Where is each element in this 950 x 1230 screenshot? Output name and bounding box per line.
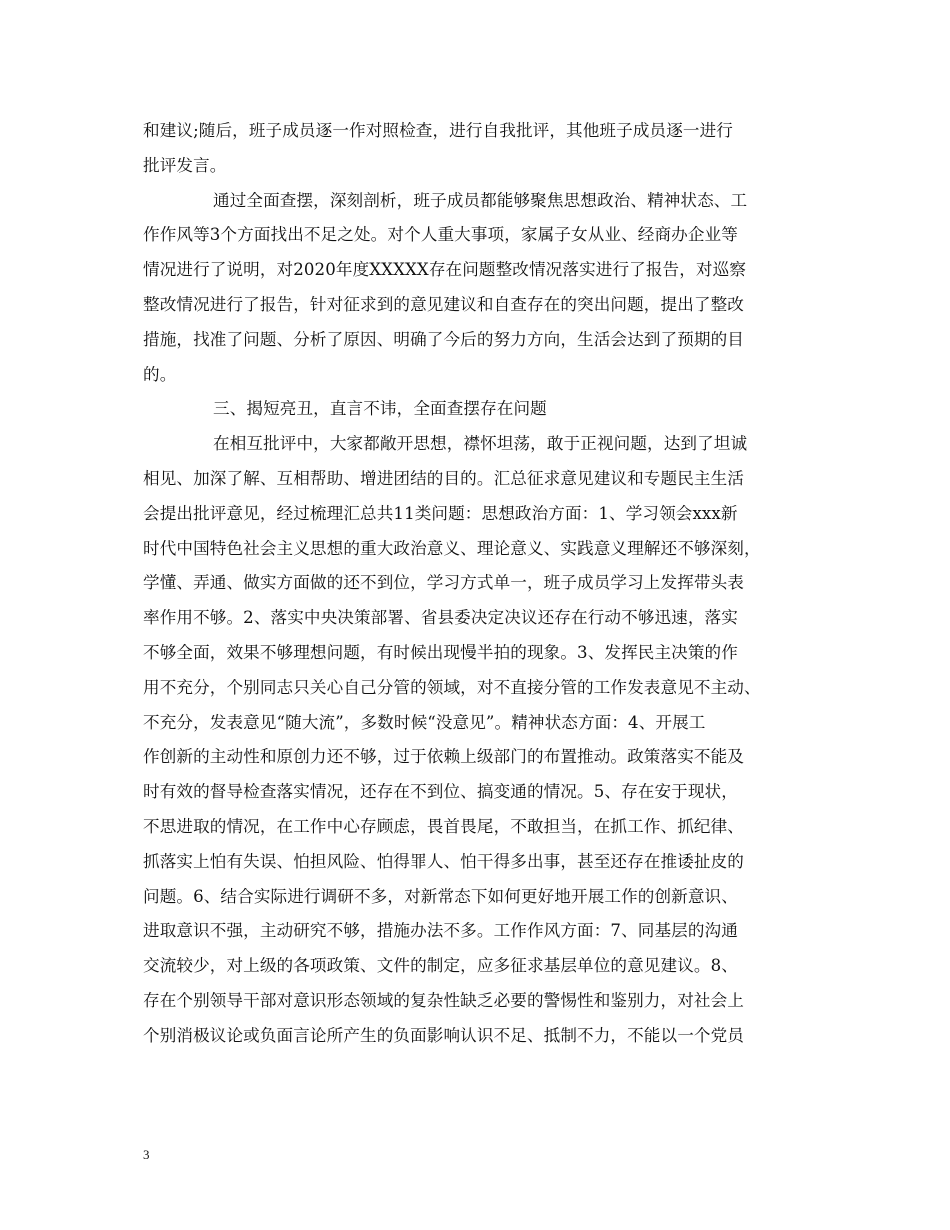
- text-line: 不充分，发表意见“随大流”，多数时候“没意见”。精神状态方面：4、开展工: [143, 712, 706, 732]
- text-line: 交流较少，对上级的各项政策、文件的制定，应多征求基层单位的意见建议。8、: [143, 956, 738, 976]
- text-line: 学懂、弄通、做实方面做的还不到位，学习方式单一，班子成员学习上发挥带头表: [143, 573, 744, 593]
- text-line: 三、揭短亮丑，直言不讳，全面查摆存在问题: [213, 399, 547, 419]
- text-line: 不思进取的情况，在工作中心存顾虑，畏首畏尾，不敢担当，在抓工作、抓纪律、: [143, 816, 744, 836]
- text-line: 时代中国特色社会主义思想的重大政治意义、理论意义、实践意义理解还不够深刻，: [143, 538, 761, 558]
- text-line: 措施，找准了问题、分析了原因、明确了今后的努力方向，生活会达到了预期的目: [143, 329, 744, 349]
- text-line: 情况进行了说明，对2020年度XXXXX存在问题整改情况落实进行了报告，对巡察: [143, 260, 747, 280]
- text-line: 不够全面，效果不够理想问题，有时候出现慢半拍的现象。3、发挥民主决策的作: [143, 642, 738, 662]
- text-line: 个别消极议论或负面言论所产生的负面影响认识不足、抵制不力，不能以一个党员: [143, 1025, 744, 1045]
- text-line: 作创新的主动性和原创力还不够，过于依赖上级部门的布置推动。政策落实不能及: [143, 747, 744, 767]
- text-line: 相见、加深了解、互相帮助、增进团结的目的。汇总征求意见建议和专题民主生活: [143, 468, 744, 488]
- text-line: 问题。6、结合实际进行调研不多，对新常态下如何更好地开展工作的创新意识、: [143, 886, 738, 906]
- text-line: 批评发言。: [143, 155, 227, 175]
- page-number: 3: [143, 1147, 150, 1162]
- text-line: 时有效的督导检查落实情况，还存在不到位、搞变通的情况。5、存在安于现状，: [143, 782, 738, 802]
- text-line: 进取意识不强，主动研究不够，措施办法不多。工作作风方面：7、同基层的沟通: [143, 921, 738, 941]
- text-line: 作作风等3个方面找出不足之处。对个人重大事项，家属子女从业、经商办企业等: [143, 225, 738, 245]
- text-line: 用不充分，个别同志只关心自己分管的领域，对不直接分管的工作发表意见不主动、: [143, 677, 761, 697]
- text-line: 整改情况进行了报告，针对征求到的意见建议和自查存在的突出问题，提出了整改: [143, 294, 744, 314]
- text-line: 存在个别领导干部对意识形态领域的复杂性缺乏必要的警惕性和鉴别力，对社会上: [143, 990, 744, 1010]
- text-line: 的。: [143, 364, 177, 384]
- text-line: 在相互批评中，大家都敞开思想，襟怀坦荡，敢于正视问题，达到了坦诚: [213, 434, 748, 454]
- text-line: 抓落实上怕有失误、怕担风险、怕得罪人、怕干得多出事，甚至还存在推诿扯皮的: [143, 851, 744, 871]
- text-line: 会提出批评意见，经过梳理汇总共11类问题：思想政治方面：1、学习领会xxx新: [143, 503, 738, 523]
- text-line: 通过全面查摆，深刻剖析，班子成员都能够聚焦思想政治、精神状态、工: [213, 190, 748, 210]
- text-line: 和建议;随后，班子成员逐一作对照检查，进行自我批评，其他班子成员逐一进行: [143, 121, 733, 140]
- body-text: [143, 114, 843, 1054]
- text-line: 率作用不够。2、落实中央决策部署、省县委决定决议还存在行动不够迅速，落实: [143, 608, 738, 628]
